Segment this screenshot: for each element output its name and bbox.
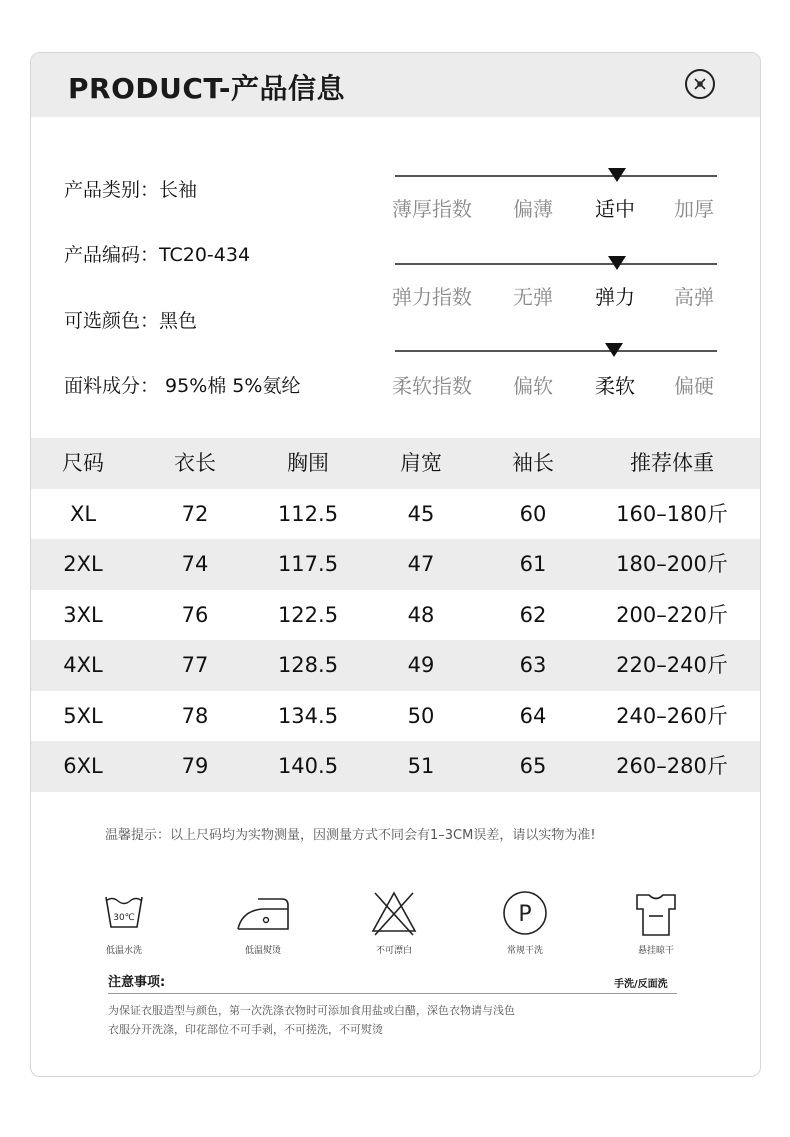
measurement-tip: 温馨提示：以上尺码均为实物测量，因测量方式不同会有1–3CM误差，请以实物为准! [105,828,596,843]
scale-name: 薄厚指数 [392,197,472,221]
scale-marker [608,256,626,270]
scale-name: 弹力指数 [392,285,472,309]
care-item-wash [79,887,169,957]
table-header-row [31,438,760,489]
table-cell: 128.5 [277,653,339,677]
table-cell: 72 [181,502,209,526]
no-bleach-icon [349,887,439,939]
notes-title: 注意事项: [108,975,166,990]
table-cell: 45 [407,502,435,526]
table-cell: 50 [407,704,435,728]
scale-marker [605,343,623,357]
scale-option-selected: 适中 [595,197,635,221]
table-cell: 61 [519,552,547,576]
iron-low-icon [218,887,308,939]
wash-30-icon [79,887,169,939]
care-label: 低温水洗 [105,946,142,956]
dry-clean-icon [480,887,570,939]
table-cell: 200–220斤 [616,603,728,627]
table-header-cell: 尺码 [62,451,104,475]
table-cell: 112.5 [277,502,339,526]
table-cell: 64 [519,704,547,728]
table-header-cell: 衣长 [174,451,216,475]
care-label: 低温熨烫 [244,946,281,956]
table-cell: 48 [407,603,435,627]
table-row [31,590,760,641]
table-cell: 2XL [63,552,103,576]
care-item-bleach [349,887,439,957]
table-cell: 47 [407,552,435,576]
table-cell: 62 [519,603,547,627]
table-cell: 74 [181,552,209,576]
scale-line [395,263,717,265]
care-label: 不可漂白 [375,946,412,956]
scale-option-selected: 柔软 [595,374,635,398]
table-header-cell: 袖长 [512,451,554,475]
table-header-cell: 胸围 [287,451,329,475]
table-cell: 4XL [63,653,103,677]
table-row [31,741,760,792]
table-cell: 117.5 [277,552,339,576]
scale-option: 加厚 [674,197,714,221]
product-category: 产品类别：长袖 [64,179,198,201]
table-cell: 5XL [63,704,103,728]
table-cell: 6XL [63,754,103,778]
table-cell: XL [69,502,97,526]
table-cell: 65 [519,754,547,778]
notes-text: 为保证衣服造型与颜色，第一次洗涤衣物时可添加食用盐或白醋，深色衣物请与浅色 [108,1004,515,1017]
table-cell: 160–180斤 [616,502,728,526]
scale-option-selected: 弹力 [595,285,635,309]
care-label: 常规干洗 [506,946,543,956]
table-row [31,489,760,540]
table-cell: 51 [407,754,435,778]
scale-option: 偏薄 [513,197,553,221]
table-cell: 134.5 [277,704,339,728]
care-item-iron [218,887,308,957]
table-cell: 76 [181,603,209,627]
dry-clean-letter: P [518,902,532,927]
table-row [31,691,760,742]
table-cell: 77 [181,653,209,677]
table-cell: 63 [519,653,547,677]
table-cell: 49 [407,653,435,677]
scale-option: 偏硬 [674,374,714,398]
elasticity-scale [392,263,717,323]
close-icon [692,76,708,92]
close-button[interactable] [685,69,715,99]
divider [108,993,677,994]
thickness-scale [392,175,717,235]
scale-option: 无弹 [513,285,553,309]
header-bar [31,53,760,117]
table-cell: 3XL [63,603,103,627]
page-title: PRODUCT-产品信息 [68,72,346,105]
scale-marker [608,168,626,182]
scale-line [395,175,717,177]
care-item-dryclean [480,887,570,957]
care-label: 悬挂晾干 [637,946,674,956]
wash-mode: 手洗/反面洗 [614,979,668,990]
table-cell: 79 [181,754,209,778]
table-row [31,539,760,590]
wash-temp: 30℃ [113,913,135,923]
scale-name: 柔软指数 [392,374,472,398]
table-cell: 122.5 [277,603,339,627]
table-header-cell: 肩宽 [400,451,442,475]
care-item-hang [611,887,701,957]
scale-line [395,350,717,352]
table-header-cell: 推荐体重 [630,451,714,475]
table-cell: 220–240斤 [616,653,728,677]
table-cell: 60 [519,502,547,526]
hang-dry-icon [611,887,701,939]
notes-text: 衣服分开洗涤，印花部位不可手剥，不可搓洗，不可熨烫 [108,1023,383,1036]
product-color: 可选颜色：黑色 [64,310,198,332]
table-cell: 78 [181,704,209,728]
table-row [31,640,760,691]
product-code: 产品编码：TC20-434 [64,244,251,266]
scale-option: 高弹 [674,285,714,309]
table-cell: 260–280斤 [616,754,728,778]
table-cell: 140.5 [277,754,339,778]
softness-scale [392,350,717,410]
table-cell: 240–260斤 [616,704,728,728]
scale-option: 偏软 [513,374,553,398]
fabric-composition: 面料成分： 95%棉 5%氨纶 [64,375,301,397]
table-cell: 180–200斤 [616,552,728,576]
product-info-card [30,52,761,1077]
